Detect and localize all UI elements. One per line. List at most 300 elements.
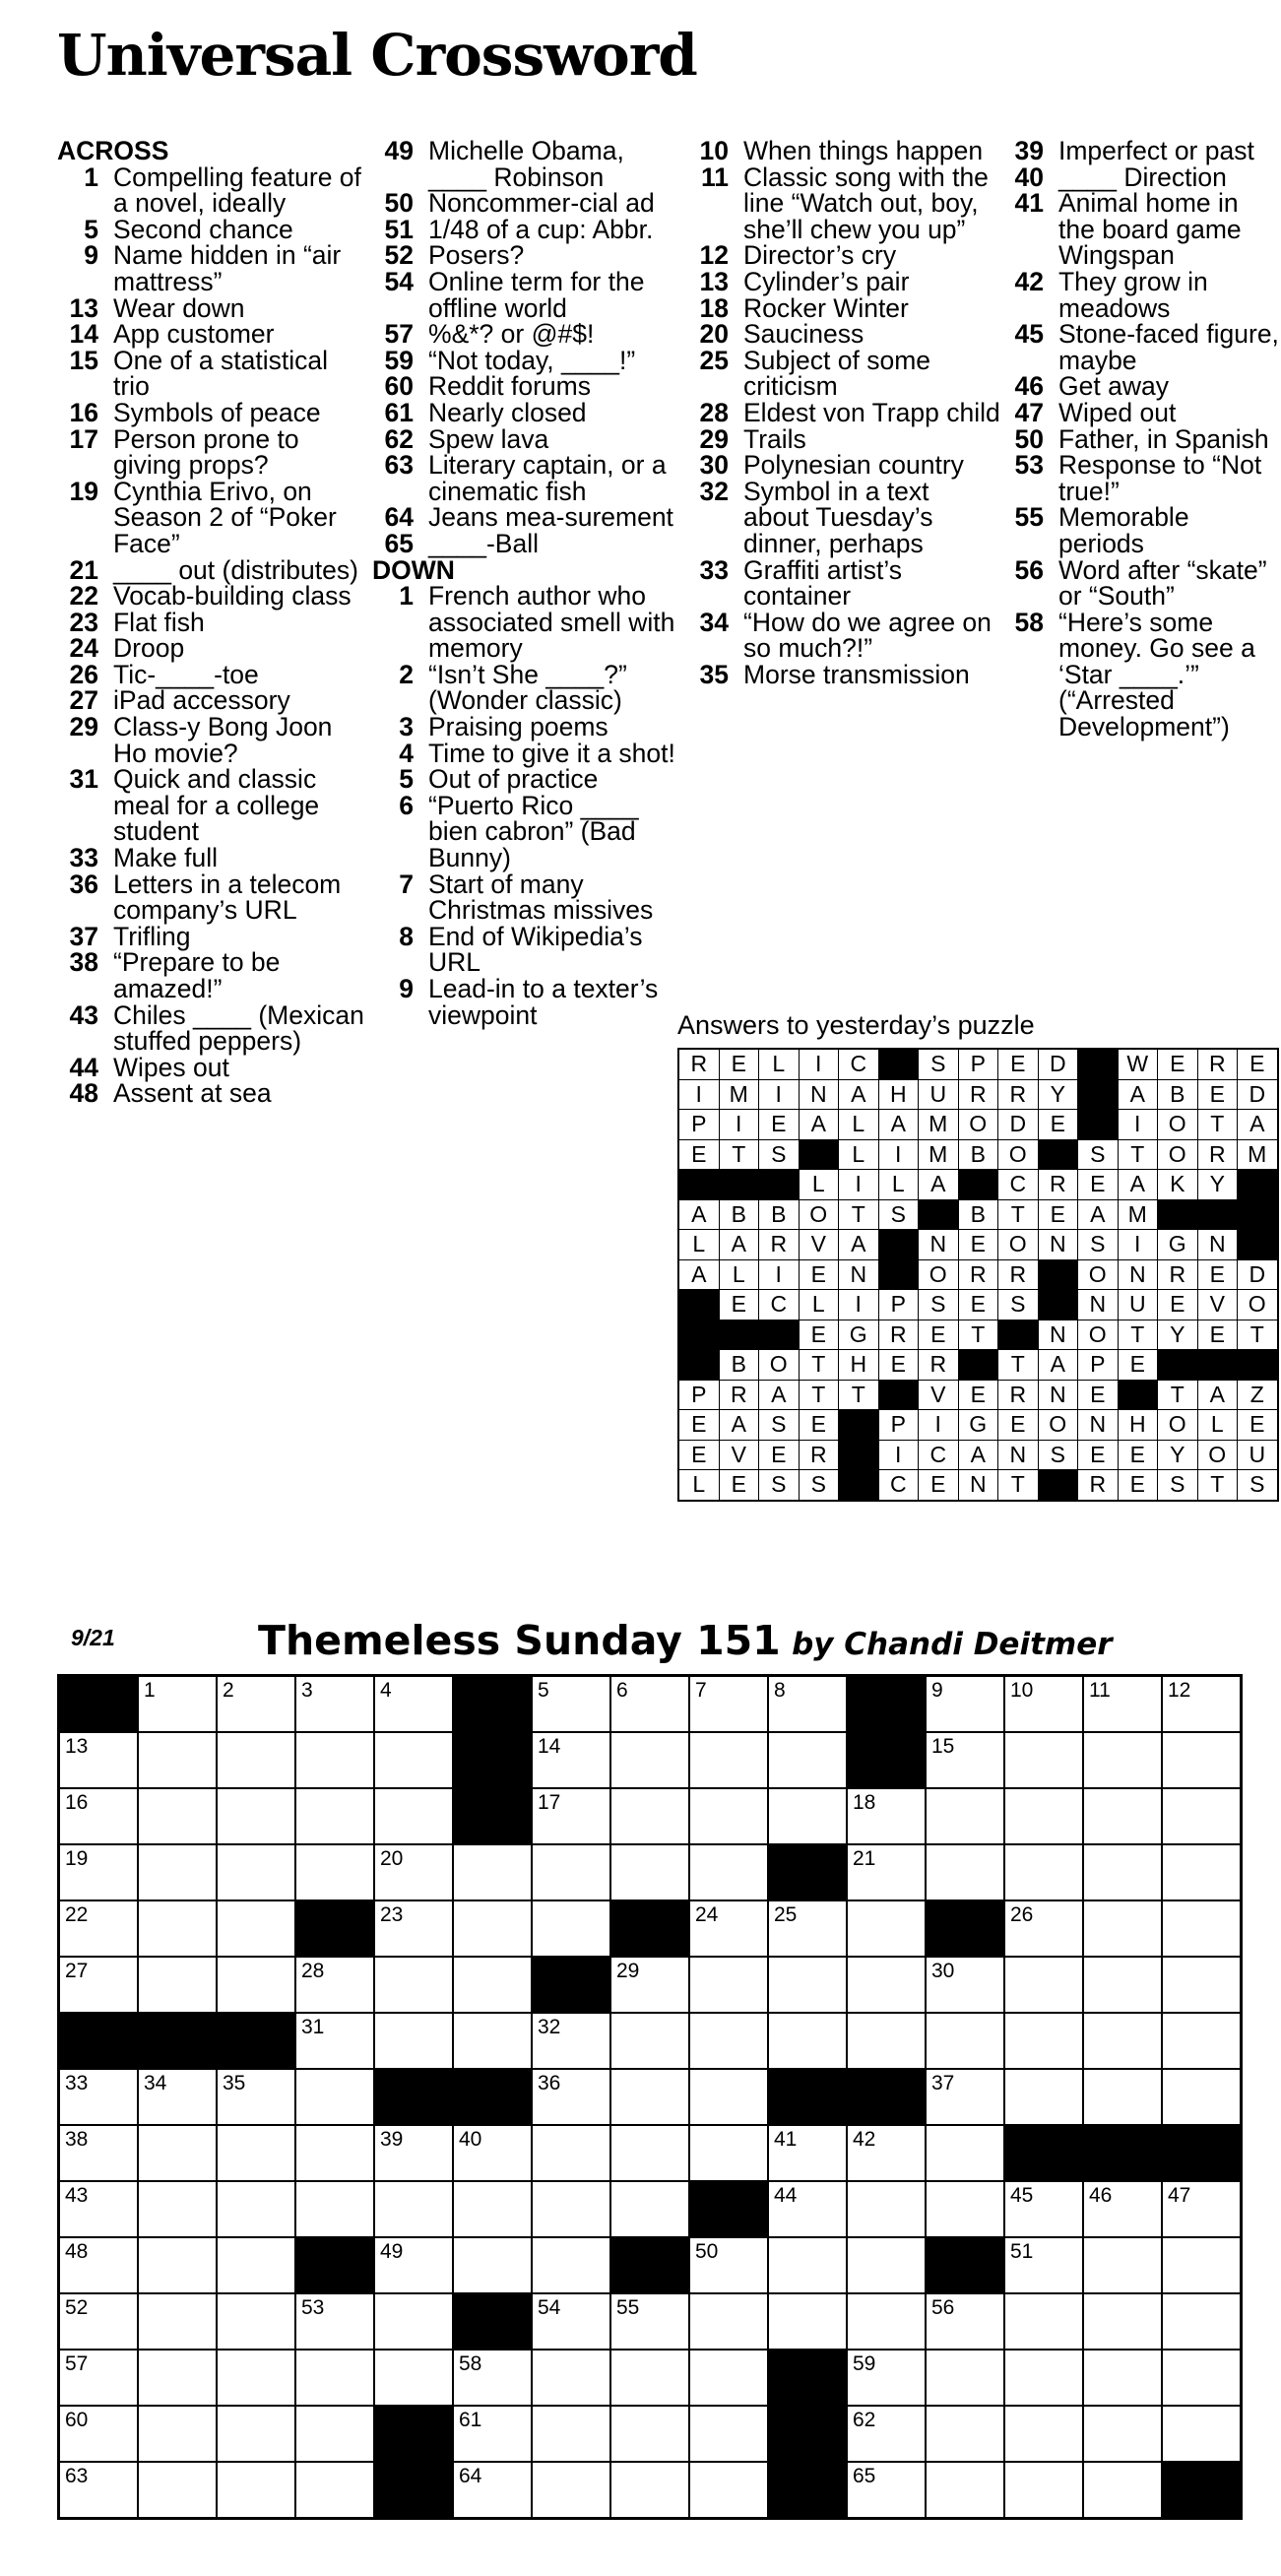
- grid-cell[interactable]: [295, 1844, 374, 1900]
- grid-cell[interactable]: [374, 1732, 453, 1788]
- grid-cell[interactable]: [217, 2406, 295, 2462]
- clue-text: Sauciness: [743, 319, 865, 350]
- clue-number: 28: [699, 397, 729, 427]
- grid-cell[interactable]: [217, 2125, 295, 2181]
- clue: [57, 999, 370, 1057]
- grid-cell[interactable]: [610, 1676, 689, 1733]
- grid-cell[interactable]: [59, 2181, 139, 2237]
- grid-cell[interactable]: [1004, 1844, 1083, 1900]
- cell-number: 49: [380, 2240, 404, 2263]
- black-square: [768, 2406, 847, 2462]
- grid-cell[interactable]: [610, 2069, 689, 2125]
- cell-number: 38: [65, 2128, 89, 2151]
- clue: [372, 423, 685, 454]
- grid-cell[interactable]: [59, 2293, 139, 2350]
- grid-cell[interactable]: [1083, 2462, 1162, 2519]
- grid-cell[interactable]: [138, 1676, 217, 1733]
- answer-cell: E: [1158, 1290, 1198, 1320]
- clue-text: Chiles ____ (Mexican stuffed peppers): [113, 999, 364, 1057]
- grid-cell[interactable]: [532, 2462, 610, 2519]
- grid-cell[interactable]: [532, 2237, 610, 2293]
- answer-cell: I: [1118, 1230, 1158, 1260]
- grid-cell[interactable]: [847, 2181, 926, 2237]
- grid-cell[interactable]: [138, 1900, 217, 1957]
- grid-cell[interactable]: [453, 1844, 532, 1900]
- grid-cell[interactable]: [217, 1900, 295, 1957]
- answer-cell: P: [678, 1380, 719, 1410]
- answer-cell: A: [759, 1380, 800, 1410]
- grid-cell[interactable]: [926, 2406, 1004, 2462]
- clue: [687, 423, 1000, 454]
- cell-number: 51: [1010, 2240, 1034, 2263]
- grid-cell[interactable]: [217, 2293, 295, 2350]
- grid-cell[interactable]: [847, 2406, 926, 2462]
- grid-cell[interactable]: [1004, 1957, 1083, 2013]
- grid-cell[interactable]: [295, 1732, 374, 1788]
- grid-cell[interactable]: [295, 2462, 374, 2519]
- across-header: ACROSS: [57, 136, 169, 165]
- grid-cell[interactable]: [1004, 1676, 1083, 1733]
- grid-cell[interactable]: [532, 1900, 610, 1957]
- clue-text: “Not today, ____!”: [428, 345, 636, 375]
- grid-cell[interactable]: [1162, 1900, 1242, 1957]
- grid-cell[interactable]: [768, 1957, 847, 2013]
- answer-cell: N: [1078, 1410, 1119, 1441]
- grid-cell[interactable]: [59, 2350, 139, 2406]
- grid-cell[interactable]: [374, 2350, 453, 2406]
- grid-cell[interactable]: [1083, 2237, 1162, 2293]
- grid-cell[interactable]: [217, 2350, 295, 2406]
- grid-cell[interactable]: [689, 1957, 768, 2013]
- grid-cell[interactable]: [453, 2013, 532, 2069]
- black-square: [453, 2069, 532, 2125]
- grid-cell[interactable]: [926, 2462, 1004, 2519]
- black-square: [839, 1440, 879, 1470]
- grid-cell[interactable]: [59, 1844, 139, 1900]
- answer-cell: I: [1118, 1110, 1158, 1140]
- grid-cell[interactable]: [926, 1732, 1004, 1788]
- grid-cell[interactable]: [610, 2181, 689, 2237]
- grid-cell[interactable]: [1004, 2013, 1083, 2069]
- grid-cell[interactable]: [610, 1788, 689, 1844]
- grid-cell[interactable]: [453, 2237, 532, 2293]
- grid-cell[interactable]: [138, 1957, 217, 2013]
- grid-cell[interactable]: [1004, 2181, 1083, 2237]
- grid-cell[interactable]: [610, 1732, 689, 1788]
- clue-number: 7: [399, 869, 414, 899]
- grid-cell[interactable]: [532, 2069, 610, 2125]
- grid-cell[interactable]: [138, 2069, 217, 2125]
- answer-cell: O: [1197, 1440, 1238, 1470]
- answer-cell: S: [919, 1049, 959, 1079]
- grid-cell[interactable]: [847, 1844, 926, 1900]
- grid-cell[interactable]: [1162, 2013, 1242, 2069]
- grid-cell[interactable]: [689, 2462, 768, 2519]
- grid-cell[interactable]: [689, 1732, 768, 1788]
- grid-cell[interactable]: [610, 1844, 689, 1900]
- grid-cell[interactable]: [1162, 2069, 1242, 2125]
- grid-cell[interactable]: [59, 1957, 139, 2013]
- grid-cell[interactable]: [138, 2293, 217, 2350]
- clue-number: 27: [69, 685, 98, 716]
- clue: [57, 397, 370, 427]
- grid-cell[interactable]: [532, 2125, 610, 2181]
- clue-number: 13: [69, 292, 98, 323]
- grid-cell[interactable]: [689, 2237, 768, 2293]
- clue: [372, 452, 685, 504]
- grid-cell[interactable]: [374, 2125, 453, 2181]
- grid-cell[interactable]: [926, 1788, 1004, 1844]
- black-square: [926, 1900, 1004, 1957]
- grid-cell[interactable]: [689, 1844, 768, 1900]
- grid-cell[interactable]: [847, 2125, 926, 2181]
- grid-cell[interactable]: [847, 1957, 926, 2013]
- answer-cell: L: [799, 1170, 839, 1200]
- grid-cell[interactable]: [1162, 2237, 1242, 2293]
- answer-cell: T: [1118, 1320, 1158, 1350]
- grid-cell[interactable]: [217, 2237, 295, 2293]
- grid-cell[interactable]: [1004, 1732, 1083, 1788]
- grid-cell[interactable]: [1162, 1957, 1242, 2013]
- answer-cell: E: [958, 1290, 998, 1320]
- grid-cell[interactable]: [295, 2293, 374, 2350]
- grid-cell[interactable]: [847, 2293, 926, 2350]
- grid-cell[interactable]: [453, 2181, 532, 2237]
- cell-number: 52: [65, 2296, 89, 2319]
- grid-cell[interactable]: [374, 1900, 453, 1957]
- grid-cell[interactable]: [1083, 2406, 1162, 2462]
- grid-cell[interactable]: [1004, 2462, 1083, 2519]
- grid-cell[interactable]: [847, 1900, 926, 1957]
- grid-cell[interactable]: [1162, 2181, 1242, 2237]
- grid-cell[interactable]: [217, 1844, 295, 1900]
- grid-cell[interactable]: [1162, 1788, 1242, 1844]
- grid-cell[interactable]: [217, 1732, 295, 1788]
- answer-cell: L: [839, 1110, 879, 1140]
- clue-text: Quick and classic meal for a college student: [113, 764, 320, 847]
- grid-cell[interactable]: [847, 2013, 926, 2069]
- grid-cell[interactable]: [1083, 1844, 1162, 1900]
- answer-cell: E: [1078, 1440, 1119, 1470]
- grid-cell[interactable]: [768, 2125, 847, 2181]
- grid-cell[interactable]: [59, 2237, 139, 2293]
- grid-cell[interactable]: [59, 2462, 139, 2519]
- grid-cell[interactable]: [217, 2462, 295, 2519]
- cell-number: 13: [65, 1735, 89, 1758]
- grid-cell[interactable]: [1162, 1732, 1242, 1788]
- grid-cell[interactable]: [1162, 1844, 1242, 1900]
- grid-cell[interactable]: [1083, 1957, 1162, 2013]
- grid-cell[interactable]: [610, 2406, 689, 2462]
- grid-cell[interactable]: [453, 2125, 532, 2181]
- grid-cell[interactable]: [689, 2293, 768, 2350]
- clue-text: Flat fish: [113, 607, 205, 637]
- answer-cell: O: [1078, 1259, 1119, 1290]
- answer-cell: E: [799, 1410, 839, 1441]
- clue-text: Memorable periods: [1058, 502, 1189, 558]
- grid-cell[interactable]: [689, 2069, 768, 2125]
- grid-cell[interactable]: [689, 2406, 768, 2462]
- cell-number: 62: [853, 2409, 876, 2431]
- answer-cell: A: [1197, 1380, 1238, 1410]
- answer-cell: R: [998, 1079, 1039, 1110]
- puzzle-byline: by Chandi Deitmer: [792, 1627, 1113, 1662]
- grid-cell[interactable]: [138, 2181, 217, 2237]
- grid-cell[interactable]: [532, 1788, 610, 1844]
- clue-number: 20: [699, 319, 729, 350]
- grid-cell[interactable]: [295, 1957, 374, 2013]
- cell-number: 61: [459, 2409, 482, 2431]
- grid-cell[interactable]: [138, 1844, 217, 1900]
- grid-cell[interactable]: [689, 1900, 768, 1957]
- clue-text: Vocab-building class: [113, 581, 352, 612]
- black-square: [678, 1290, 719, 1320]
- grid-cell[interactable]: [689, 2125, 768, 2181]
- answer-cell: I: [678, 1079, 719, 1110]
- grid-cell[interactable]: [1162, 2293, 1242, 2350]
- grid-cell[interactable]: [295, 2350, 374, 2406]
- black-square: [295, 1900, 374, 1957]
- grid-cell[interactable]: [138, 2237, 217, 2293]
- grid-cell[interactable]: [138, 2462, 217, 2519]
- grid-cell[interactable]: [453, 2462, 532, 2519]
- grid-cell[interactable]: [217, 1676, 295, 1733]
- black-square: [719, 1320, 759, 1350]
- grid-cell[interactable]: [1162, 1676, 1242, 1733]
- grid-cell[interactable]: [59, 2125, 139, 2181]
- answer-cell: T: [1197, 1470, 1238, 1501]
- grid-cell[interactable]: [1083, 1732, 1162, 1788]
- grid-cell[interactable]: [1083, 2350, 1162, 2406]
- grid-cell[interactable]: [138, 1732, 217, 1788]
- grid-cell[interactable]: [768, 2237, 847, 2293]
- grid-cell[interactable]: [1083, 2069, 1162, 2125]
- answer-cell: P: [958, 1049, 998, 1079]
- clue: [57, 1080, 370, 1107]
- grid-cell[interactable]: [59, 2406, 139, 2462]
- grid-cell[interactable]: [610, 2013, 689, 2069]
- cell-number: 30: [931, 1960, 955, 1982]
- grid-cell[interactable]: [295, 2181, 374, 2237]
- clue-text: They grow in meadows: [1058, 266, 1208, 323]
- black-square: [998, 1320, 1039, 1350]
- grid-cell[interactable]: [59, 2069, 139, 2125]
- clue-text: Michelle Obama, ____ Robinson: [428, 136, 624, 192]
- grid-cell[interactable]: [374, 2013, 453, 2069]
- clue-number: 48: [69, 1078, 98, 1109]
- grid-cell[interactable]: [926, 2013, 1004, 2069]
- answer-cell: S: [759, 1470, 800, 1501]
- grid-cell[interactable]: [532, 1844, 610, 1900]
- grid-cell[interactable]: [1004, 2350, 1083, 2406]
- grid-cell[interactable]: [1162, 2406, 1242, 2462]
- grid-cell[interactable]: [453, 2406, 532, 2462]
- cell-number: 25: [774, 1903, 798, 1926]
- grid-cell[interactable]: [768, 2013, 847, 2069]
- clue-text: “Puerto Rico ____ bien cabron” (Bad Bunny): [428, 790, 639, 873]
- grid-cell[interactable]: [532, 2293, 610, 2350]
- cell-number: 6: [616, 1679, 628, 1702]
- black-square: [453, 2293, 532, 2350]
- grid-cell[interactable]: [295, 1788, 374, 1844]
- clue-number: 34: [699, 607, 729, 637]
- grid-cell[interactable]: [374, 2293, 453, 2350]
- black-square: [1238, 1199, 1278, 1230]
- grid-cell[interactable]: [768, 2293, 847, 2350]
- grid-cell[interactable]: [768, 1900, 847, 1957]
- grid-cell[interactable]: [847, 2237, 926, 2293]
- grid-cell[interactable]: [295, 2125, 374, 2181]
- grid-cell[interactable]: [847, 1788, 926, 1844]
- grid-cell[interactable]: [138, 2125, 217, 2181]
- clue: [1002, 397, 1280, 427]
- grid-cell[interactable]: [1004, 2237, 1083, 2293]
- answer-cell: S: [799, 1470, 839, 1501]
- clue-number: 23: [69, 607, 98, 637]
- grid-cell[interactable]: [926, 2069, 1004, 2125]
- clue-text: Subject of some criticism: [743, 345, 931, 402]
- clue: [57, 607, 370, 637]
- grid-cell[interactable]: [453, 1900, 532, 1957]
- grid-cell[interactable]: [374, 2181, 453, 2237]
- grid-cell[interactable]: [374, 2237, 453, 2293]
- cell-number: 65: [853, 2465, 876, 2487]
- answer-cell: P: [878, 1410, 919, 1441]
- grid-cell[interactable]: [1004, 2069, 1083, 2125]
- grid-cell[interactable]: [532, 2181, 610, 2237]
- grid-cell[interactable]: [1083, 1676, 1162, 1733]
- grid-cell[interactable]: [217, 1788, 295, 1844]
- grid-cell[interactable]: [689, 2350, 768, 2406]
- grid-cell[interactable]: [768, 2181, 847, 2237]
- cell-number: 60: [65, 2409, 89, 2431]
- grid-cell[interactable]: [532, 1732, 610, 1788]
- grid-cell[interactable]: [217, 1957, 295, 2013]
- grid-cell[interactable]: [847, 2350, 926, 2406]
- answer-cell: I: [878, 1139, 919, 1170]
- answer-cell: T: [998, 1199, 1039, 1230]
- grid-cell[interactable]: [926, 1844, 1004, 1900]
- grid-cell[interactable]: [926, 2125, 1004, 2181]
- clue: [372, 871, 685, 924]
- grid-cell[interactable]: [610, 2462, 689, 2519]
- grid-cell[interactable]: [1083, 2293, 1162, 2350]
- clue: [57, 345, 370, 402]
- black-square: [1038, 1139, 1078, 1170]
- grid-cell[interactable]: [453, 2350, 532, 2406]
- grid-cell[interactable]: [295, 2069, 374, 2125]
- clue-text: Eldest von Trapp child: [743, 397, 1000, 427]
- crossword-grid: [57, 1674, 1243, 2520]
- grid-cell[interactable]: [217, 2069, 295, 2125]
- clue-text: Spew lava: [428, 423, 549, 454]
- grid-cell[interactable]: [1083, 2181, 1162, 2237]
- grid-cell[interactable]: [532, 2406, 610, 2462]
- black-square: [878, 1049, 919, 1079]
- answer-cell: U: [919, 1079, 959, 1110]
- answer-cell: B: [958, 1139, 998, 1170]
- grid-cell[interactable]: [1083, 1788, 1162, 1844]
- grid-cell[interactable]: [532, 2350, 610, 2406]
- cell-number: 48: [65, 2240, 89, 2263]
- grid-cell[interactable]: [374, 1957, 453, 2013]
- grid-cell[interactable]: [610, 2293, 689, 2350]
- grid-cell[interactable]: [768, 1732, 847, 1788]
- grid-cell[interactable]: [926, 1957, 1004, 2013]
- grid-cell[interactable]: [374, 1676, 453, 1733]
- grid-cell[interactable]: [926, 2350, 1004, 2406]
- grid-cell[interactable]: [610, 1957, 689, 2013]
- grid-cell[interactable]: [1083, 2013, 1162, 2069]
- grid-cell[interactable]: [1004, 2406, 1083, 2462]
- grid-cell[interactable]: [1004, 2293, 1083, 2350]
- clue-text: Reddit forums: [428, 371, 591, 402]
- grid-cell[interactable]: [768, 1788, 847, 1844]
- answer-cell: V: [1197, 1290, 1238, 1320]
- grid-cell[interactable]: [1162, 2350, 1242, 2406]
- clue-text: Classic song with the line “Watch out, boy, she’ll chew you up”: [743, 161, 989, 244]
- grid-cell[interactable]: [59, 1900, 139, 1957]
- grid-cell[interactable]: [1004, 1788, 1083, 1844]
- answer-cell: B: [1158, 1079, 1198, 1110]
- grid-cell[interactable]: [59, 1788, 139, 1844]
- grid-cell[interactable]: [532, 2013, 610, 2069]
- grid-cell[interactable]: [610, 2350, 689, 2406]
- answer-cell: I: [878, 1440, 919, 1470]
- answer-cell: I: [839, 1170, 879, 1200]
- clue-text: Posers?: [428, 240, 525, 271]
- grid-cell[interactable]: [138, 2406, 217, 2462]
- grid-cell[interactable]: [689, 2013, 768, 2069]
- yesterday-answers-title: Answers to yesterday’s puzzle: [677, 1010, 1035, 1040]
- grid-cell[interactable]: [768, 1676, 847, 1733]
- grid-cell[interactable]: [453, 1957, 532, 2013]
- clue-text: “Isn’t She ____?” (Wonder classic): [428, 659, 627, 716]
- grid-cell[interactable]: [689, 1676, 768, 1733]
- grid-cell[interactable]: [847, 2462, 926, 2519]
- answer-cell: R: [1078, 1470, 1119, 1501]
- grid-cell[interactable]: [926, 2293, 1004, 2350]
- answer-cell: A: [719, 1410, 759, 1441]
- clue-text: Polynesian country: [743, 450, 964, 481]
- grid-cell[interactable]: [295, 2406, 374, 2462]
- grid-cell[interactable]: [138, 2350, 217, 2406]
- clue-number: 64: [384, 502, 414, 533]
- cell-number: 56: [931, 2296, 955, 2319]
- clue-number: 15: [69, 345, 98, 375]
- black-square: [678, 1350, 719, 1381]
- grid-cell[interactable]: [610, 2125, 689, 2181]
- clue: [687, 476, 1000, 558]
- grid-cell[interactable]: [295, 1676, 374, 1733]
- clue-text: Out of practice: [428, 764, 599, 795]
- answer-cell: I: [839, 1290, 879, 1320]
- grid-cell[interactable]: [689, 1788, 768, 1844]
- answer-cell: A: [1238, 1110, 1278, 1140]
- grid-cell[interactable]: [138, 1788, 217, 1844]
- grid-cell[interactable]: [374, 1788, 453, 1844]
- grid-cell[interactable]: [374, 1844, 453, 1900]
- grid-cell[interactable]: [1004, 1900, 1083, 1957]
- grid-cell[interactable]: [217, 2181, 295, 2237]
- grid-cell[interactable]: [1083, 1900, 1162, 1957]
- grid-cell[interactable]: [926, 2181, 1004, 2237]
- grid-cell[interactable]: [59, 1732, 139, 1788]
- black-square: [799, 1139, 839, 1170]
- grid-cell[interactable]: [926, 1676, 1004, 1733]
- grid-cell[interactable]: [532, 1676, 610, 1733]
- grid-cell[interactable]: [295, 2013, 374, 2069]
